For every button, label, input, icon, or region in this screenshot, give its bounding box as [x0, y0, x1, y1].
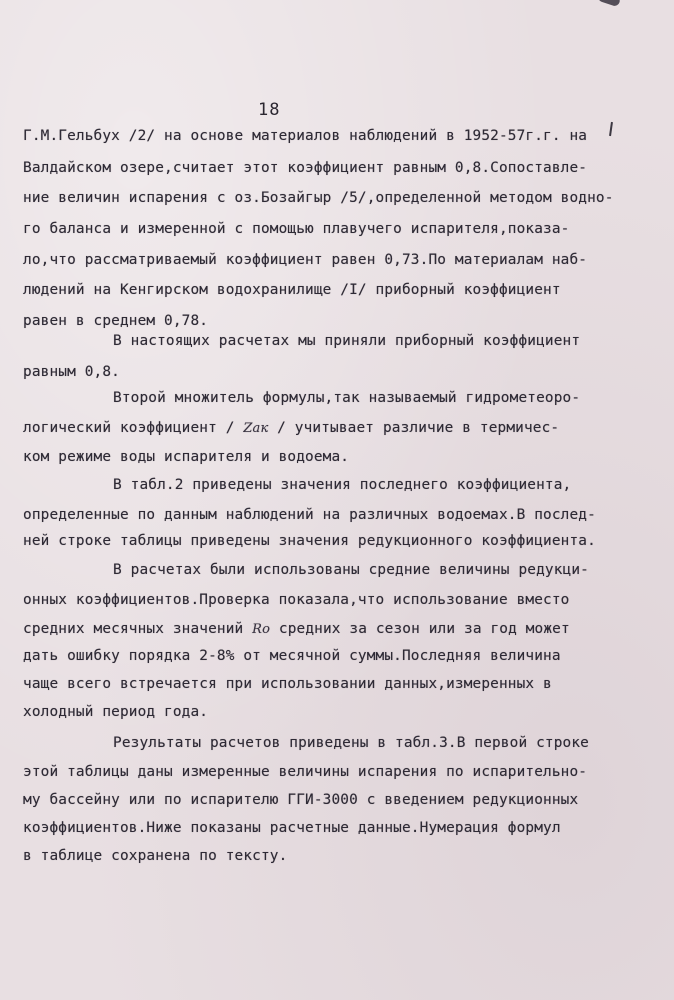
- formula-symbol: Zак: [243, 421, 269, 436]
- text-segment: логический коэффициент /: [23, 420, 244, 436]
- text-line: го баланса и измеренной с помощью плавучего испарителя,показа-: [23, 221, 570, 237]
- text-line: В расчетах были использованы средние величины редукци-: [113, 562, 589, 578]
- text-line: людений на Кенгирском водохранилище /I/ приборный коэффициент: [23, 282, 561, 298]
- text-line: Валдайском озере,считает этот коэффициент равным 0,8.Сопоставле-: [23, 160, 588, 176]
- text-line: чаще всего встречается при использовании данных,измеренных в: [23, 676, 552, 692]
- text-line: ком режиме воды испарителя и водоема.: [23, 449, 350, 465]
- text-line: Г.М.Гельбух /2/ на основе материалов наблюдений в 1952-57г.г. на: [23, 128, 588, 144]
- text-segment: / учитывает различие в термичес-: [268, 420, 560, 436]
- text-line: этой таблицы даны измеренные величины испарения по испарительно-: [23, 764, 588, 780]
- text-line: в таблице сохранена по тексту.: [23, 848, 288, 864]
- text-line: холодный период года.: [23, 704, 209, 720]
- text-segment: средних месячных значений: [23, 621, 253, 637]
- text-line-with-symbol: [23, 621, 570, 637]
- text-line: ней строке таблицы приведены значения редукционного коэффициента.: [23, 533, 596, 549]
- text-line: Результаты расчетов приведены в табл.3.В первой строке: [113, 735, 589, 751]
- text-line: онных коэффициентов.Проверка показала,что использование вместо: [23, 592, 570, 608]
- text-line: В настоящих расчетах мы приняли приборный коэффициент: [113, 333, 581, 349]
- text-line: В табл.2 приведены значения последнего коэффициента,: [113, 477, 572, 493]
- text-line: определенные по данным наблюдений на различных водоемах.В послед-: [23, 507, 596, 523]
- text-line: му бассейну или по испарителю ГГИ-3000 с введением редукционных: [23, 792, 579, 808]
- text-segment: средних за сезон или за год может: [270, 621, 570, 637]
- text-line-with-symbol: [23, 420, 559, 436]
- text-line: ло,что рассматриваемый коэффициент равен 0,73.По материалам наб-: [23, 252, 588, 268]
- text-line: равен в среднем 0,78.: [23, 313, 209, 329]
- formula-symbol: Rо: [252, 622, 271, 637]
- margin-pencil-tick: [609, 122, 613, 136]
- text-line: дать ошибку порядка 2-8% от месячной суммы.Последняя величина: [23, 648, 561, 664]
- text-line: Второй множитель формулы,так называемый гидрометеоро-: [113, 390, 581, 406]
- corner-ink-mark: [597, 0, 621, 7]
- text-line: коэффициентов.Ниже показаны расчетные данные.Нумерация формул: [23, 820, 561, 836]
- text-line: равным 0,8.: [23, 364, 120, 380]
- page-number: 18: [258, 100, 281, 120]
- text-line: ние величин испарения с оз.Бозайгыр /5/,определенной методом водно-: [23, 190, 614, 206]
